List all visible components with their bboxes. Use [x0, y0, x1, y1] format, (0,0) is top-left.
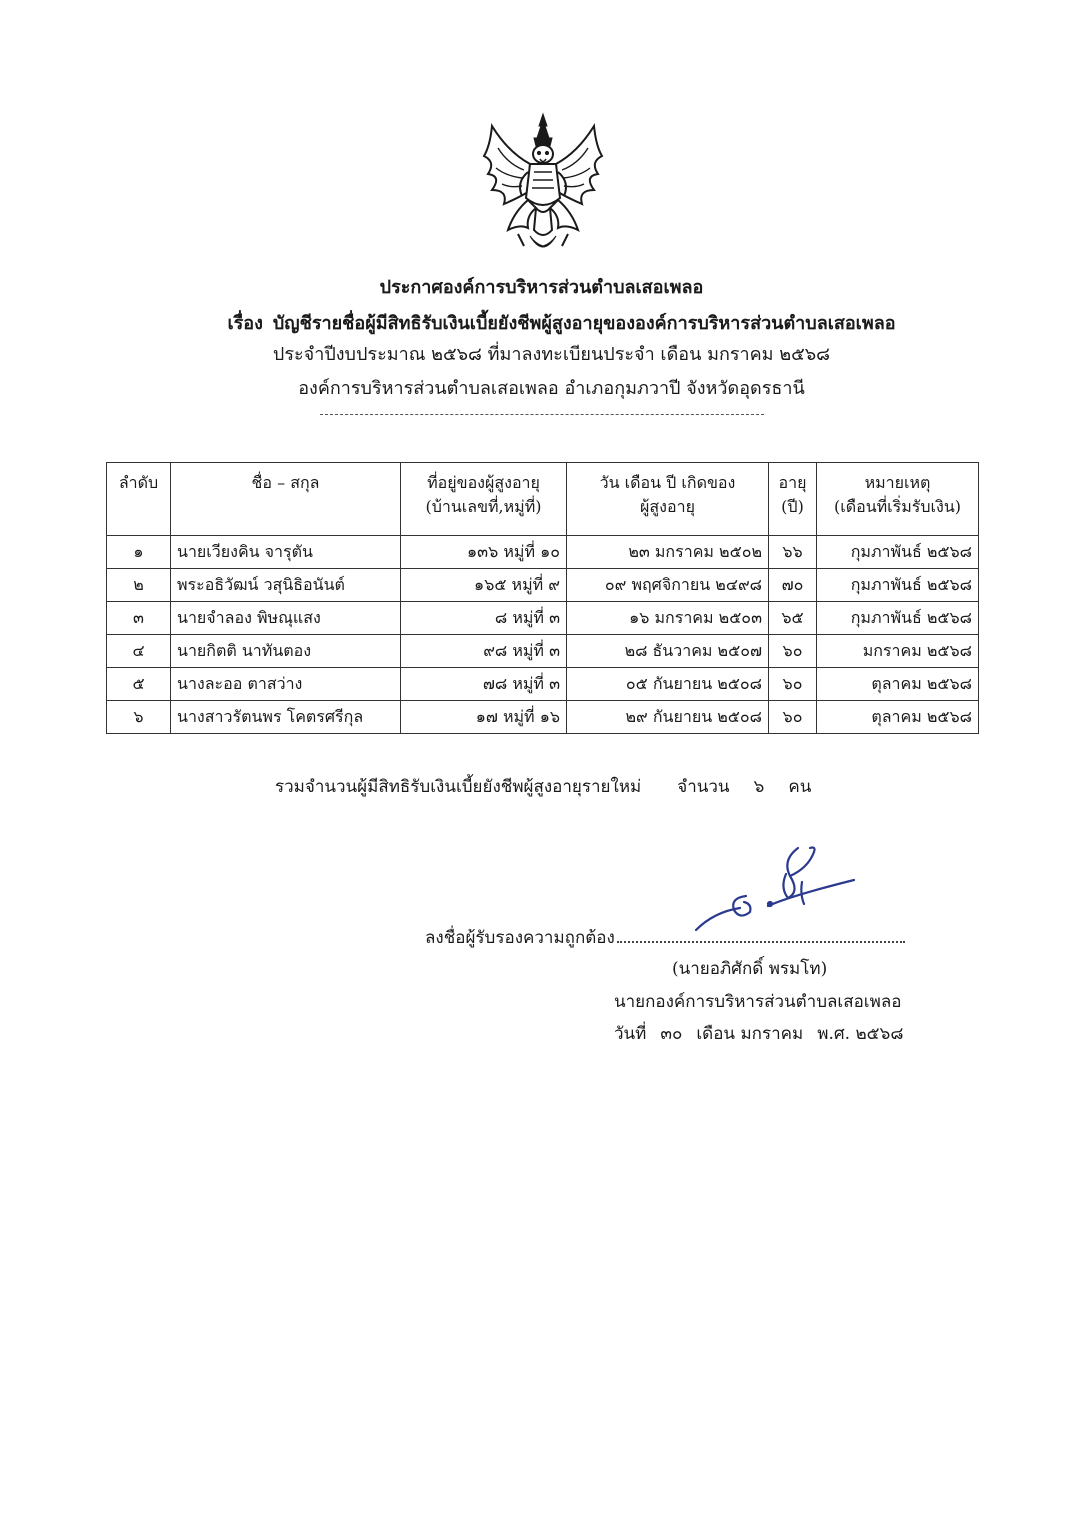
- row-name: พระอธิวัฒน์ วสุนิธิอนันต์: [171, 569, 401, 602]
- row-remark: ตุลาคม ๒๕๖๘: [817, 701, 979, 734]
- organization-line: องค์การบริหารส่วนตำบลเสอเพลอ อำเภอกุมภวาปี จังหวัดอุดรธานี: [298, 378, 805, 399]
- row-remark: กุมภาพันธ์ ๒๕๖๘: [817, 569, 979, 602]
- table-row: [107, 701, 979, 734]
- row-age: ๖๐: [769, 668, 817, 701]
- row-address: ๑๗ หมู่ที่ ๑๖: [401, 701, 567, 734]
- row-remark: มกราคม ๒๕๖๘: [817, 635, 979, 668]
- row-dob: ๒๙ กันยายน ๒๕๐๘: [567, 701, 769, 734]
- table-row: [107, 668, 979, 701]
- beneficiary-table: [106, 462, 979, 734]
- row-age: ๖๕: [769, 602, 817, 635]
- fiscal-year-line: ประจำปีงบประมาณ ๒๕๖๘ ที่มาลงทะเบียนประจำ เดือน มกราคม ๒๕๖๘: [272, 344, 831, 365]
- date-year: ๒๕๖๘: [855, 1024, 904, 1044]
- row-remark: ตุลาคม ๒๕๖๘: [817, 668, 979, 701]
- row-no: ๒: [107, 569, 171, 602]
- signer-position: นายกองค์การบริหารส่วนตำบลเสอเพลอ: [614, 992, 902, 1012]
- certify-label: ลงชื่อผู้รับรองความถูกต้อง: [425, 928, 615, 948]
- date-month: มกราคม: [740, 1024, 804, 1044]
- row-dob: ๑๖ มกราคม ๒๕๐๓: [567, 602, 769, 635]
- signer-name: (นายอภิศักดิ์ พรมโท): [672, 959, 828, 979]
- summary-text: รวมจำนวนผู้มีสิทธิรับเงินเบี้ยยังชีพผู้สูงอายุรายใหม่: [275, 777, 642, 797]
- date-month-label: เดือน: [696, 1024, 736, 1044]
- row-dob: ๒๓ มกราคม ๒๕๐๒: [567, 536, 769, 569]
- row-age: ๗๐: [769, 569, 817, 602]
- table-row: [107, 536, 979, 569]
- announcement-title: ประกาศองค์การบริหารส่วนตำบลเสอเพลอ: [379, 277, 704, 298]
- garuda-emblem-icon: [478, 112, 608, 262]
- header-no: ลำดับ: [107, 463, 171, 536]
- row-remark: กุมภาพันธ์ ๒๕๖๘: [817, 536, 979, 569]
- row-no: ๑: [107, 536, 171, 569]
- subject-label: เรื่อง: [227, 313, 263, 334]
- header-divider: [320, 414, 764, 415]
- row-age: ๖๐: [769, 701, 817, 734]
- row-no: ๖: [107, 701, 171, 734]
- summary-count-label: จำนวน: [677, 777, 730, 797]
- row-name: นายจำลอง พิษณุแสง: [171, 602, 401, 635]
- row-address: ๑๓๖ หมู่ที่ ๑๐: [401, 536, 567, 569]
- summary-line: [275, 773, 811, 800]
- handwritten-signature: [690, 838, 860, 948]
- date-year-label: พ.ศ.: [817, 1024, 851, 1044]
- summary-count: ๖: [753, 777, 765, 797]
- header-age: อายุ (ปี): [769, 463, 817, 536]
- summary-unit: คน: [788, 777, 812, 797]
- row-address: ๘ หมู่ที่ ๓: [401, 602, 567, 635]
- row-address: ๙๘ หมู่ที่ ๓: [401, 635, 567, 668]
- row-age: ๖๖: [769, 536, 817, 569]
- signing-date: [614, 1020, 903, 1047]
- row-name: นางละออ ตาสว่าง: [171, 668, 401, 701]
- row-age: ๖๐: [769, 635, 817, 668]
- row-address: ๑๖๕ หมู่ที่ ๙: [401, 569, 567, 602]
- header-remark: หมายเหตุ (เดือนที่เริ่มรับเงิน): [817, 463, 979, 536]
- row-name: นายเวียงคิน จารุตัน: [171, 536, 401, 569]
- row-no: ๔: [107, 635, 171, 668]
- row-name: นายกิตติ นาทันตอง: [171, 635, 401, 668]
- subject-text: บัญชีรายชื่อผู้มีสิทธิรับเงินเบี้ยยังชีพผู้สูงอายุขององค์การบริหารส่วนตำบลเสอเพลอ: [272, 313, 896, 334]
- row-no: ๕: [107, 668, 171, 701]
- date-label: วันที่: [614, 1024, 647, 1044]
- row-address: ๗๘ หมู่ที่ ๓: [401, 668, 567, 701]
- table-row: [107, 569, 979, 602]
- table-row: [107, 635, 979, 668]
- date-day: ๓๐: [660, 1024, 683, 1044]
- header-address: ที่อยู่ของผู้สูงอายุ (บ้านเลขที่,หมู่ที่): [401, 463, 567, 536]
- row-dob: ๐๕ กันยายน ๒๕๐๘: [567, 668, 769, 701]
- header-dob: วัน เดือน ปี เกิดของ ผู้สูงอายุ: [567, 463, 769, 536]
- table-header-row: [107, 463, 979, 536]
- announcement-subject: [20, 314, 1083, 334]
- row-name: นางสาวรัตนพร โคตรศรีกุล: [171, 701, 401, 734]
- table-row: [107, 602, 979, 635]
- row-no: ๓: [107, 602, 171, 635]
- row-dob: ๐๙ พฤศจิกายน ๒๔๙๘: [567, 569, 769, 602]
- row-dob: ๒๘ ธันวาคม ๒๕๐๗: [567, 635, 769, 668]
- row-remark: กุมภาพันธ์ ๒๕๖๘: [817, 602, 979, 635]
- header-name: ชื่อ – สกุล: [171, 463, 401, 536]
